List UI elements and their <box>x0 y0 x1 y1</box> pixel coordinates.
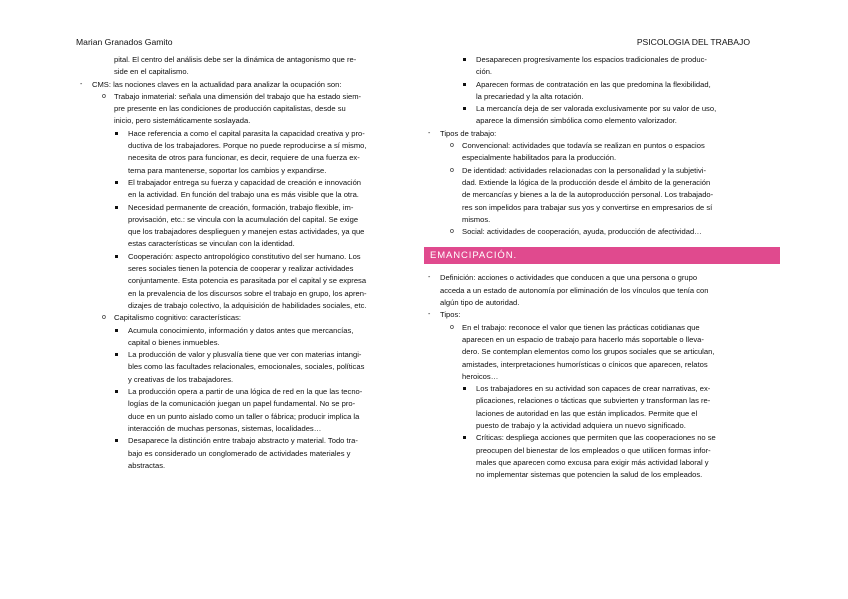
bullet-item <box>428 54 780 79</box>
tipo-subitem <box>428 322 780 383</box>
square-bullet-icon <box>115 325 118 337</box>
tipo-subitem <box>428 140 780 165</box>
text-line: Capitalismo cognitivo: características: <box>114 313 242 323</box>
circle-bullet-icon: o <box>450 142 454 150</box>
text-line: El trabajador entrega su fuerza y capacidad de creación e innovación <box>128 177 362 187</box>
tipos-item <box>428 309 780 321</box>
text-line: ductiva de los trabajadores. Porque no puede reproducirse a sí mismo, <box>128 141 367 151</box>
square-bullet-icon <box>115 177 118 189</box>
bullet-item <box>80 386 415 435</box>
text-line: especialmente habilitados para la producción. <box>462 153 617 163</box>
bullet-item <box>80 349 415 386</box>
square-bullet-icon <box>463 54 466 66</box>
square-bullet-icon <box>115 435 118 447</box>
text-line: en la prevalencia de los discursos sobre el trabajo en grupo, los apren- <box>128 288 367 298</box>
definicion-item <box>428 272 780 309</box>
text-line: duce en un punto aislado como un taller o fábrica; producir implica la <box>128 411 360 421</box>
text-line: aparecen en un espacio de trabajo para hacerlo más soportable o lleva- <box>462 334 704 344</box>
cms-list-item <box>80 79 415 91</box>
text-line: Convencional: actividades que todavía se realizan en puntos o espacios <box>462 141 705 151</box>
text-line: y creativas de los trabajadores. <box>128 374 234 384</box>
text-line: plicaciones, relaciones o tácticas que subvierten y transforman las re- <box>476 396 711 406</box>
text-line: La mercancía deja de ser valorada exclusivamente por su valor de uso, <box>476 104 717 114</box>
continuation-text <box>80 54 415 79</box>
header-subject: PSICOLOGIA DEL TRABAJO <box>636 37 750 47</box>
text-line: en la actividad. En función del trabajo una es más visible que la otra. <box>128 190 359 200</box>
text-line: Trabajo inmaterial: señala una dimensión del trabajo que ha estado siem- <box>114 91 362 101</box>
circle-bullet-icon: o <box>102 314 106 322</box>
text-line: Tipos de trabajo: <box>440 128 497 138</box>
circle-bullet-icon: o <box>450 228 454 236</box>
circle-bullet-icon: o <box>450 166 454 174</box>
text-line: puesto de trabajo y la actividad adquiera un nuevo significado. <box>476 421 686 431</box>
text-line: De identidad: actividades relacionadas con la personalidad y la subjetivi- <box>462 165 706 175</box>
dash-bullet-icon: - <box>80 80 83 88</box>
bullet-item <box>80 435 415 472</box>
text-line: algún tipo de autoridad. <box>440 298 520 308</box>
square-bullet-icon <box>463 103 466 115</box>
square-bullet-icon <box>115 128 118 140</box>
text-line: inicio, pero sistemáticamente soslayada. <box>114 116 251 126</box>
square-bullet-icon <box>463 79 466 91</box>
text-line: pital. El centro del análisis debe ser la dinámica de antagonismo que re- <box>114 55 357 64</box>
text-line: Definición: acciones o actividades que conducen a que una persona o grupo <box>440 273 698 283</box>
square-bullet-icon <box>115 251 118 263</box>
text-line: Los trabajadores en su actividad son capaces de crear narrativas, ex- <box>476 384 711 394</box>
text-line: dad. Extiende la lógica de la producción desde el ámbito de la generación <box>462 177 711 187</box>
text-line: que los trabajadores desplieguen y manejen estas actividades, ya que <box>128 227 365 237</box>
text-line: Necesidad permanente de creación, formación, trabajo flexible, im- <box>128 202 354 212</box>
text-line: pre presente en las condiciones de producción capitalistas, desde su <box>114 104 346 114</box>
text-line: provisación, etc.: se vincula con la acumulación del capital. Se exige <box>128 214 359 224</box>
text-line: res son impelidos para trabajar sus yos y convertirse en empresarios de sí <box>462 202 713 212</box>
bullet-item <box>80 177 415 202</box>
text-line: preocupen del bienestar de los empleados o que utilicen formas infor- <box>476 445 711 455</box>
text-line: conjuntamente. Esta potencia es parasitada por el capital y se expresa <box>128 276 367 286</box>
tipos-trabajo-item <box>428 128 780 140</box>
square-bullet-icon <box>115 386 118 398</box>
text-line: terna para mantenerse, soportar los cambios y expandirse. <box>128 165 327 175</box>
bullet-item <box>80 325 415 350</box>
text-line: bles como las facultades relacionales, emocionales, sociales, políticas <box>128 362 365 372</box>
text-line: mismos. <box>462 214 491 224</box>
text-line: Críticas: despliega acciones que permiten que las cooperaciones no se <box>476 433 716 443</box>
bullet-item <box>428 383 780 432</box>
section-title-emancipacion: EMANCIPACIÓN. <box>424 247 780 264</box>
dash-bullet-icon: - <box>428 129 431 137</box>
text-line: logías de la comunicación juegan un papel fundamental. No se pro- <box>128 399 356 409</box>
text-line: la precariedad y la alta rotación. <box>476 91 584 101</box>
text-line: La producción de valor y plusvalía tiene que ver con materias intangi- <box>128 350 362 360</box>
circle-bullet-icon: o <box>450 323 454 331</box>
text-line: necesita de otros para funcionar, es decir, requiere de una fuerza ex- <box>128 153 360 163</box>
text-line: Cooperación: aspecto antropológico constitutivo del ser humano. Los <box>128 251 361 261</box>
text-line: interacción de muchas personas, sistemas, localidades… <box>128 423 322 433</box>
text-line: Hace referencia a como el capital parasita la capacidad creativa y pro- <box>128 128 365 138</box>
bullet-item <box>80 202 415 251</box>
text-line: seres sociales tienen la potencia de cooperar y realizar actividades <box>128 264 354 274</box>
square-bullet-icon <box>463 383 466 395</box>
text-line: acceda a un estado de autonomía por eliminación de los vínculos que tenía con <box>440 285 709 295</box>
text-line: Acumula conocimiento, información y datos antes que mercancías, <box>128 325 354 335</box>
text-line: Desaparecen progresivamente los espacios tradicionales de produc- <box>476 55 707 64</box>
square-bullet-icon <box>463 432 466 444</box>
left-column <box>80 54 415 472</box>
text-line: no implementar sistemas que potencien la salud de los empleados. <box>476 470 703 480</box>
text-line: side en el capitalismo. <box>114 67 189 77</box>
text-line: amistades, interpretaciones humorísticas o cínicos que aparecen, relatos <box>462 359 708 369</box>
square-bullet-icon <box>115 349 118 361</box>
bullet-item <box>428 103 780 128</box>
tipo-subitem <box>428 165 780 226</box>
text-line: estas características se vinculan con la identidad. <box>128 239 295 249</box>
text-line: Social: actividades de cooperación, ayuda, producción de afectividad… <box>462 227 702 237</box>
text-line: Desaparece la distinción entre trabajo abstracto y material. Todo tra- <box>128 436 358 446</box>
text-line: Tipos: <box>440 310 461 320</box>
text-line: abstractas. <box>128 460 166 470</box>
cms-subitem <box>80 91 415 128</box>
text-line: males que aparecen como excusa para exigir más actividad laboral y <box>476 457 709 467</box>
dash-bullet-icon: - <box>428 311 431 319</box>
header-author: Marian Granados Gamito <box>76 37 173 47</box>
text-line: laciones de autoridad en las que están implicados. Permite que el <box>476 408 698 418</box>
text-line: dero. Se contemplan elementos como los grupos sociales que se articulan, <box>462 347 715 357</box>
circle-bullet-icon: o <box>102 92 106 100</box>
text-line: heroicos… <box>462 371 499 381</box>
text-line: de mercancías y bienes a la de la autoproducción personal. Los trabajado- <box>462 190 714 200</box>
bullet-item <box>80 251 415 312</box>
text-line: La producción opera a partir de una lógica de red en la que las tecno- <box>128 387 363 397</box>
text-line: capital o bienes inmuebles. <box>128 337 220 347</box>
text-line: CMS: las nociones claves en la actualidad para analizar la ocupación son: <box>92 79 342 89</box>
cms-subitem <box>80 312 415 324</box>
text-line: Aparecen formas de contratación en las que predomina la flexibilidad, <box>476 79 711 89</box>
text-line: En el trabajo: reconoce el valor que tienen las prácticas cotidianas que <box>462 322 700 332</box>
text-line: aparece la dimensión simbólica como elemento valorizador. <box>476 116 677 126</box>
square-bullet-icon <box>115 202 118 214</box>
right-column <box>428 54 780 482</box>
bullet-item <box>428 432 780 481</box>
text-line: bajo es considerado un conglomerado de actividades materiales y <box>128 448 351 458</box>
dash-bullet-icon: - <box>428 274 431 282</box>
text-line: ción. <box>476 67 493 77</box>
bullet-item <box>80 128 415 177</box>
text-line: dizajes de trabajo colectivo, la adquisición de habilidades sociales, etc. <box>128 300 367 310</box>
bullet-item <box>428 79 780 104</box>
tipo-subitem <box>428 226 780 238</box>
